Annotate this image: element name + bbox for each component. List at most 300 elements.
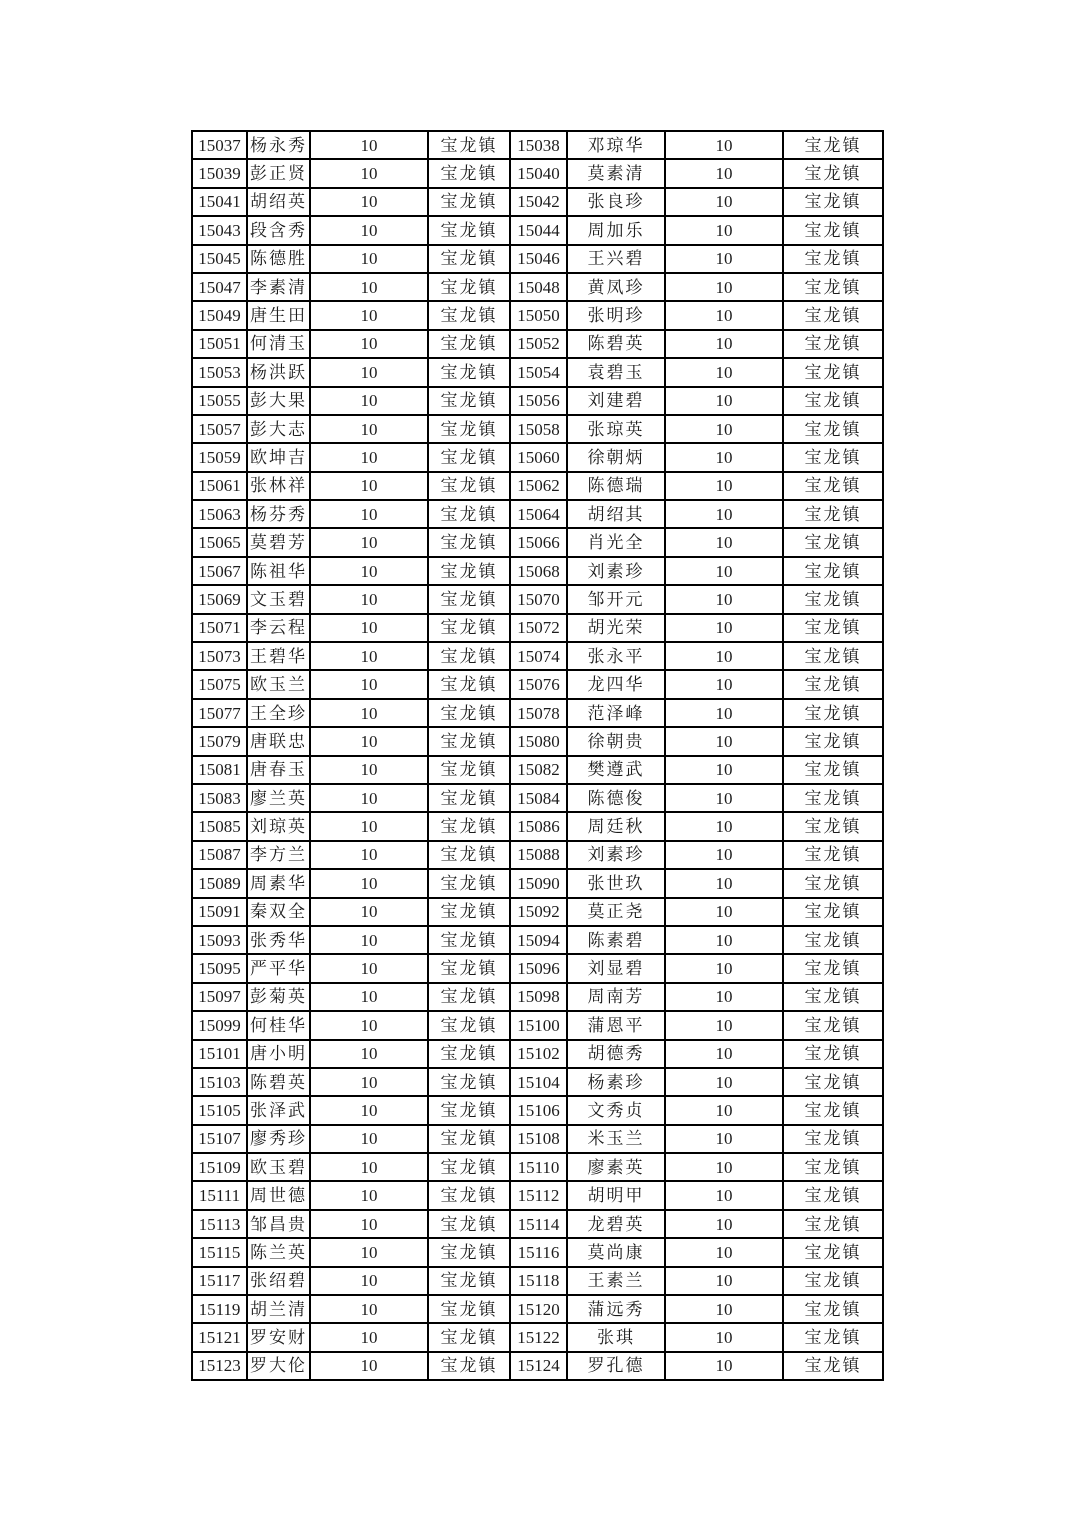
name-cell: 何清玉 [247,330,310,358]
table-row [192,1040,883,1068]
town-cell: 宝龙镇 [428,387,510,415]
name-cell: 彭大志 [247,415,310,443]
table-row [192,642,883,670]
name-cell: 张绍碧 [247,1267,310,1295]
amount-cell: 10 [665,1323,783,1351]
table-row [192,557,883,585]
name-cell: 张泽武 [247,1096,310,1124]
table-row [192,1323,883,1351]
table-row [192,330,883,358]
town-cell: 宝龙镇 [783,528,883,556]
serial-cell: 15094 [510,926,567,954]
town-cell: 宝龙镇 [783,1323,883,1351]
town-cell: 宝龙镇 [783,443,883,471]
table-row [192,670,883,698]
serial-cell: 15071 [192,614,247,642]
town-cell: 宝龙镇 [783,1096,883,1124]
serial-cell: 15067 [192,557,247,585]
town-cell: 宝龙镇 [428,188,510,216]
amount-cell: 10 [665,699,783,727]
amount-cell: 10 [665,954,783,982]
name-cell: 杨芬秀 [247,500,310,528]
amount-cell: 10 [310,614,428,642]
name-cell: 黄凤珍 [567,273,665,301]
table-row [192,245,883,273]
amount-cell: 10 [310,585,428,613]
serial-cell: 15075 [192,670,247,698]
serial-cell: 15108 [510,1125,567,1153]
serial-cell: 15104 [510,1068,567,1096]
serial-cell: 15092 [510,898,567,926]
amount-cell: 10 [665,301,783,329]
serial-cell: 15095 [192,954,247,982]
serial-cell: 15043 [192,216,247,244]
name-cell: 周南芳 [567,983,665,1011]
name-cell: 秦双全 [247,898,310,926]
town-cell: 宝龙镇 [783,387,883,415]
serial-cell: 15057 [192,415,247,443]
town-cell: 宝龙镇 [783,869,883,897]
roster-table-body [192,131,883,1380]
serial-cell: 15106 [510,1096,567,1124]
name-cell: 邹开元 [567,585,665,613]
serial-cell: 15066 [510,528,567,556]
amount-cell: 10 [665,1238,783,1266]
amount-cell: 10 [665,1352,783,1380]
serial-cell: 15039 [192,159,247,187]
serial-cell: 15111 [192,1181,247,1209]
town-cell: 宝龙镇 [428,585,510,613]
serial-cell: 15122 [510,1323,567,1351]
table-row [192,1238,883,1266]
town-cell: 宝龙镇 [428,1011,510,1039]
table-row [192,756,883,784]
amount-cell: 10 [665,642,783,670]
town-cell: 宝龙镇 [428,642,510,670]
town-cell: 宝龙镇 [428,1352,510,1380]
table-row [192,1068,883,1096]
town-cell: 宝龙镇 [783,614,883,642]
table-row [192,159,883,187]
serial-cell: 15103 [192,1068,247,1096]
table-row [192,1295,883,1323]
name-cell: 彭菊英 [247,983,310,1011]
amount-cell: 10 [310,1040,428,1068]
serial-cell: 15078 [510,699,567,727]
name-cell: 徐朝炳 [567,443,665,471]
name-cell: 胡德秀 [567,1040,665,1068]
town-cell: 宝龙镇 [428,500,510,528]
name-cell: 李素清 [247,273,310,301]
amount-cell: 10 [665,159,783,187]
table-row [192,841,883,869]
amount-cell: 10 [310,1295,428,1323]
serial-cell: 15068 [510,557,567,585]
town-cell: 宝龙镇 [783,1125,883,1153]
amount-cell: 10 [665,1011,783,1039]
amount-cell: 10 [310,869,428,897]
amount-cell: 10 [665,415,783,443]
amount-cell: 10 [665,784,783,812]
town-cell: 宝龙镇 [783,1011,883,1039]
serial-cell: 15037 [192,131,247,159]
serial-cell: 15065 [192,528,247,556]
serial-cell: 15038 [510,131,567,159]
serial-cell: 15110 [510,1153,567,1181]
serial-cell: 15079 [192,727,247,755]
town-cell: 宝龙镇 [428,1153,510,1181]
name-cell: 徐朝贵 [567,727,665,755]
name-cell: 杨素珍 [567,1068,665,1096]
name-cell: 张林祥 [247,472,310,500]
town-cell: 宝龙镇 [783,500,883,528]
serial-cell: 15076 [510,670,567,698]
name-cell: 莫碧芳 [247,528,310,556]
town-cell: 宝龙镇 [783,585,883,613]
amount-cell: 10 [665,188,783,216]
town-cell: 宝龙镇 [783,330,883,358]
town-cell: 宝龙镇 [783,670,883,698]
name-cell: 罗孔德 [567,1352,665,1380]
amount-cell: 10 [310,926,428,954]
serial-cell: 15124 [510,1352,567,1380]
table-row [192,387,883,415]
town-cell: 宝龙镇 [783,642,883,670]
town-cell: 宝龙镇 [428,557,510,585]
name-cell: 周素华 [247,869,310,897]
town-cell: 宝龙镇 [783,1352,883,1380]
town-cell: 宝龙镇 [428,1125,510,1153]
amount-cell: 10 [310,330,428,358]
town-cell: 宝龙镇 [428,1181,510,1209]
town-cell: 宝龙镇 [783,1153,883,1181]
amount-cell: 10 [310,1323,428,1351]
amount-cell: 10 [310,188,428,216]
amount-cell: 10 [310,1181,428,1209]
name-cell: 蒲恩平 [567,1011,665,1039]
serial-cell: 15062 [510,472,567,500]
town-cell: 宝龙镇 [428,784,510,812]
serial-cell: 15087 [192,841,247,869]
name-cell: 张琼英 [567,415,665,443]
name-cell: 张世玖 [567,869,665,897]
name-cell: 龙碧英 [567,1210,665,1238]
town-cell: 宝龙镇 [428,472,510,500]
town-cell: 宝龙镇 [428,1238,510,1266]
amount-cell: 10 [665,926,783,954]
town-cell: 宝龙镇 [428,926,510,954]
serial-cell: 15113 [192,1210,247,1238]
table-row [192,1125,883,1153]
name-cell: 杨洪跃 [247,358,310,386]
town-cell: 宝龙镇 [783,245,883,273]
serial-cell: 15044 [510,216,567,244]
amount-cell: 10 [665,614,783,642]
town-cell: 宝龙镇 [428,528,510,556]
town-cell: 宝龙镇 [428,983,510,1011]
town-cell: 宝龙镇 [428,898,510,926]
name-cell: 袁碧玉 [567,358,665,386]
serial-cell: 15048 [510,273,567,301]
amount-cell: 10 [310,216,428,244]
serial-cell: 15096 [510,954,567,982]
serial-cell: 15056 [510,387,567,415]
amount-cell: 10 [310,131,428,159]
name-cell: 张琪 [567,1323,665,1351]
name-cell: 唐联忠 [247,727,310,755]
town-cell: 宝龙镇 [428,670,510,698]
serial-cell: 15118 [510,1267,567,1295]
amount-cell: 10 [665,216,783,244]
serial-cell: 15082 [510,756,567,784]
town-cell: 宝龙镇 [428,1295,510,1323]
serial-cell: 15061 [192,472,247,500]
table-row [192,500,883,528]
name-cell: 陈德瑞 [567,472,665,500]
name-cell: 莫素清 [567,159,665,187]
amount-cell: 10 [665,1125,783,1153]
amount-cell: 10 [665,1096,783,1124]
name-cell: 陈兰英 [247,1238,310,1266]
name-cell: 胡明甲 [567,1181,665,1209]
name-cell: 彭大果 [247,387,310,415]
amount-cell: 10 [310,954,428,982]
name-cell: 莫正尧 [567,898,665,926]
name-cell: 陈碧英 [567,330,665,358]
name-cell: 龙四华 [567,670,665,698]
amount-cell: 10 [665,131,783,159]
town-cell: 宝龙镇 [783,301,883,329]
town-cell: 宝龙镇 [428,273,510,301]
amount-cell: 10 [665,1040,783,1068]
amount-cell: 10 [310,557,428,585]
town-cell: 宝龙镇 [783,1181,883,1209]
table-row [192,1267,883,1295]
serial-cell: 15088 [510,841,567,869]
town-cell: 宝龙镇 [428,330,510,358]
name-cell: 欧玉碧 [247,1153,310,1181]
name-cell: 欧玉兰 [247,670,310,698]
table-row [192,954,883,982]
town-cell: 宝龙镇 [428,841,510,869]
town-cell: 宝龙镇 [783,1068,883,1096]
table-row [192,812,883,840]
town-cell: 宝龙镇 [428,216,510,244]
amount-cell: 10 [310,1153,428,1181]
amount-cell: 10 [665,869,783,897]
name-cell: 樊遵武 [567,756,665,784]
table-row [192,869,883,897]
town-cell: 宝龙镇 [783,472,883,500]
amount-cell: 10 [310,301,428,329]
table-row [192,443,883,471]
amount-cell: 10 [310,443,428,471]
serial-cell: 15086 [510,812,567,840]
serial-cell: 15097 [192,983,247,1011]
name-cell: 王全珍 [247,699,310,727]
town-cell: 宝龙镇 [428,1096,510,1124]
table-row [192,898,883,926]
name-cell: 李云程 [247,614,310,642]
town-cell: 宝龙镇 [428,245,510,273]
amount-cell: 10 [665,1153,783,1181]
serial-cell: 15114 [510,1210,567,1238]
serial-cell: 15050 [510,301,567,329]
amount-cell: 10 [665,756,783,784]
table-row [192,273,883,301]
table-row [192,614,883,642]
name-cell: 李方兰 [247,841,310,869]
name-cell: 廖素英 [567,1153,665,1181]
name-cell: 刘素珍 [567,557,665,585]
amount-cell: 10 [310,1238,428,1266]
town-cell: 宝龙镇 [783,983,883,1011]
table-row [192,926,883,954]
table-row [192,727,883,755]
amount-cell: 10 [310,1068,428,1096]
town-cell: 宝龙镇 [428,812,510,840]
serial-cell: 15080 [510,727,567,755]
name-cell: 邓琼华 [567,131,665,159]
town-cell: 宝龙镇 [783,1238,883,1266]
serial-cell: 15051 [192,330,247,358]
name-cell: 严平华 [247,954,310,982]
name-cell: 唐小明 [247,1040,310,1068]
town-cell: 宝龙镇 [783,159,883,187]
name-cell: 胡绍英 [247,188,310,216]
amount-cell: 10 [665,812,783,840]
serial-cell: 15121 [192,1323,247,1351]
town-cell: 宝龙镇 [783,131,883,159]
amount-cell: 10 [310,159,428,187]
name-cell: 周世德 [247,1181,310,1209]
table-row [192,472,883,500]
town-cell: 宝龙镇 [428,443,510,471]
table-row [192,415,883,443]
serial-cell: 15090 [510,869,567,897]
name-cell: 何桂华 [247,1011,310,1039]
serial-cell: 15040 [510,159,567,187]
serial-cell: 15060 [510,443,567,471]
table-row [192,983,883,1011]
town-cell: 宝龙镇 [428,756,510,784]
name-cell: 蒲远秀 [567,1295,665,1323]
town-cell: 宝龙镇 [428,1210,510,1238]
name-cell: 罗安财 [247,1323,310,1351]
serial-cell: 15098 [510,983,567,1011]
table-row [192,131,883,159]
town-cell: 宝龙镇 [783,1040,883,1068]
amount-cell: 10 [665,727,783,755]
serial-cell: 15058 [510,415,567,443]
town-cell: 宝龙镇 [428,954,510,982]
name-cell: 廖秀珍 [247,1125,310,1153]
town-cell: 宝龙镇 [428,699,510,727]
serial-cell: 15116 [510,1238,567,1266]
amount-cell: 10 [310,500,428,528]
town-cell: 宝龙镇 [783,926,883,954]
name-cell: 刘素珍 [567,841,665,869]
town-cell: 宝龙镇 [783,898,883,926]
town-cell: 宝龙镇 [783,557,883,585]
amount-cell: 10 [665,1295,783,1323]
amount-cell: 10 [310,472,428,500]
name-cell: 王碧华 [247,642,310,670]
amount-cell: 10 [310,642,428,670]
serial-cell: 15089 [192,869,247,897]
serial-cell: 15083 [192,784,247,812]
town-cell: 宝龙镇 [783,1210,883,1238]
serial-cell: 15109 [192,1153,247,1181]
town-cell: 宝龙镇 [783,273,883,301]
town-cell: 宝龙镇 [783,1267,883,1295]
town-cell: 宝龙镇 [428,727,510,755]
name-cell: 罗大伦 [247,1352,310,1380]
serial-cell: 15063 [192,500,247,528]
town-cell: 宝龙镇 [428,415,510,443]
name-cell: 陈德俊 [567,784,665,812]
town-cell: 宝龙镇 [783,812,883,840]
serial-cell: 15115 [192,1238,247,1266]
table-row [192,1096,883,1124]
name-cell: 张良珍 [567,188,665,216]
serial-cell: 15072 [510,614,567,642]
serial-cell: 15055 [192,387,247,415]
amount-cell: 10 [310,812,428,840]
amount-cell: 10 [310,415,428,443]
name-cell: 张永平 [567,642,665,670]
amount-cell: 10 [665,1181,783,1209]
town-cell: 宝龙镇 [428,1267,510,1295]
amount-cell: 10 [665,500,783,528]
table-row [192,1181,883,1209]
name-cell: 唐生田 [247,301,310,329]
town-cell: 宝龙镇 [783,699,883,727]
name-cell: 彭正贤 [247,159,310,187]
town-cell: 宝龙镇 [783,358,883,386]
town-cell: 宝龙镇 [783,841,883,869]
town-cell: 宝龙镇 [783,415,883,443]
serial-cell: 15054 [510,358,567,386]
name-cell: 文玉碧 [247,585,310,613]
name-cell: 陈德胜 [247,245,310,273]
town-cell: 宝龙镇 [783,188,883,216]
town-cell: 宝龙镇 [783,1295,883,1323]
serial-cell: 15102 [510,1040,567,1068]
serial-cell: 15093 [192,926,247,954]
amount-cell: 10 [665,983,783,1011]
name-cell: 段含秀 [247,216,310,244]
name-cell: 刘建碧 [567,387,665,415]
table-row [192,1011,883,1039]
serial-cell: 15070 [510,585,567,613]
serial-cell: 15081 [192,756,247,784]
amount-cell: 10 [310,245,428,273]
amount-cell: 10 [310,727,428,755]
amount-cell: 10 [665,841,783,869]
name-cell: 文秀贞 [567,1096,665,1124]
serial-cell: 15053 [192,358,247,386]
amount-cell: 10 [310,784,428,812]
serial-cell: 15069 [192,585,247,613]
amount-cell: 10 [665,387,783,415]
roster-table [191,130,884,1381]
town-cell: 宝龙镇 [428,1040,510,1068]
serial-cell: 15112 [510,1181,567,1209]
amount-cell: 10 [665,245,783,273]
amount-cell: 10 [310,898,428,926]
table-row [192,188,883,216]
